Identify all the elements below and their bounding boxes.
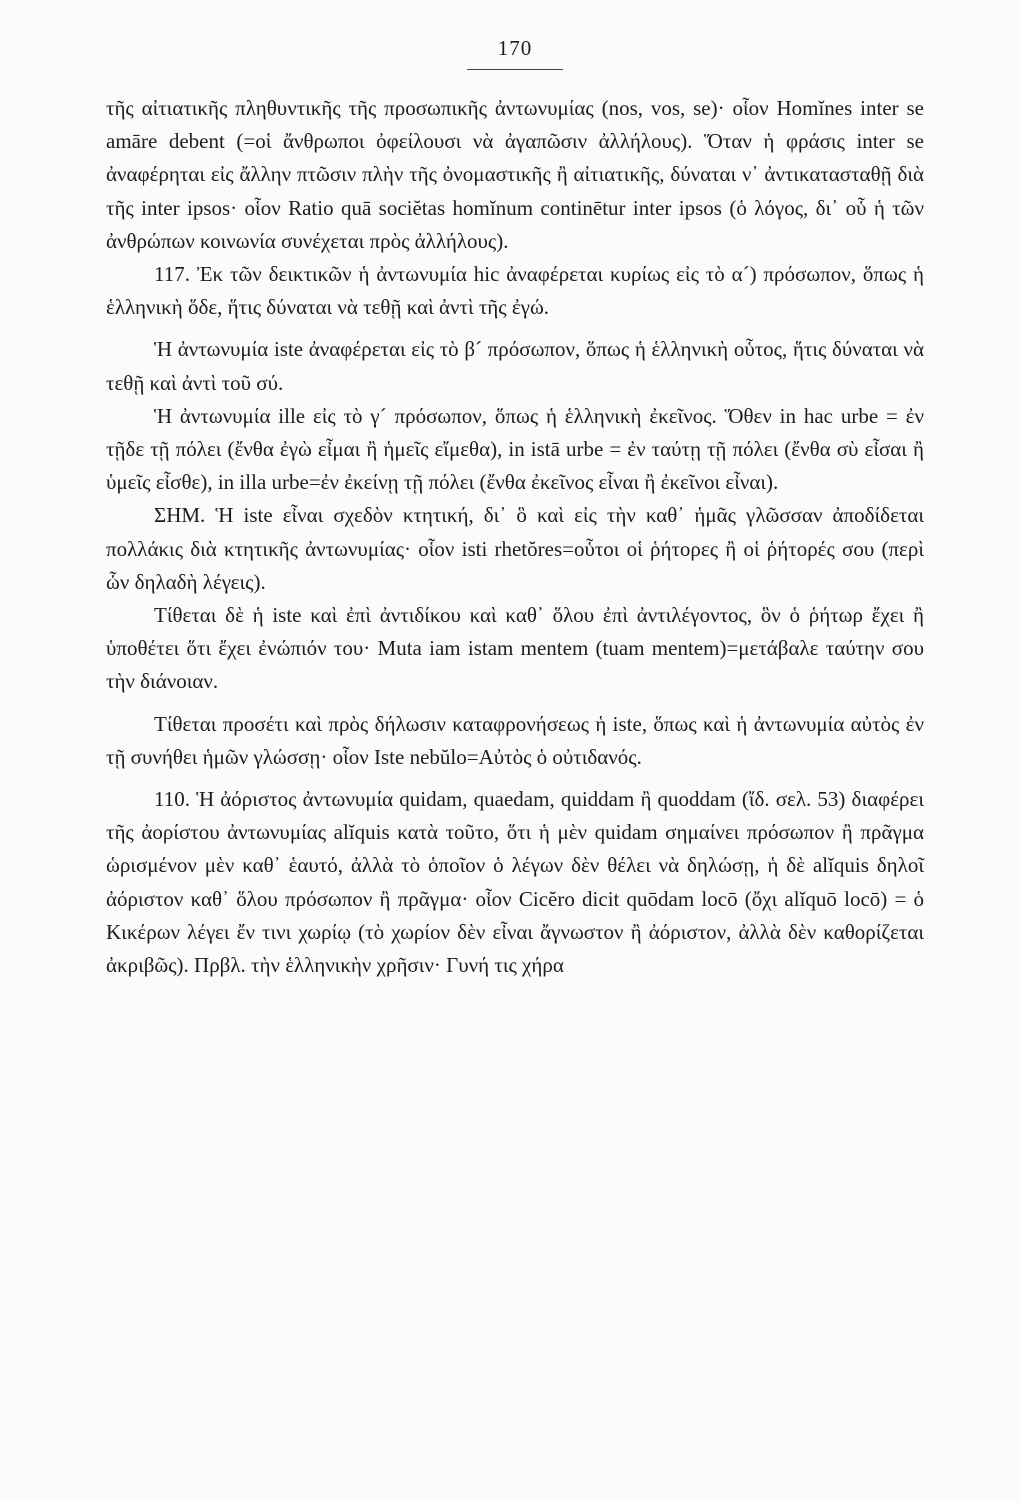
paragraph-iste-contempt: Τίθεται προσέτι καὶ πρὸς δήλωσιν καταφρονήσεως ἡ iste, ὅπως καὶ ἡ ἀντωνυμία αὐτὸς ἐν τῇ συνήθει ἡμῶν γλώσσῃ· οἷον Iste nebŭlo=Αὐτὸς ὁ οὐτιδανός. xyxy=(106,711,924,769)
paragraph-ille: Ἡ ἀντωνυμία ille εἰς τὸ γ´ πρόσωπον, ὅπως ἡ ἑλληνικὴ ἐκεῖνος. Ὅθεν in hac urbe = ἐν τῇδε τῇ πόλει (ἔνθα ἐγὼ εἶμαι ἢ ἡμεῖς εἴμεθα), in istā urbe = ἐν ταύτῃ τῇ πόλει (ἔνθα σὺ εἶσαι ἢ ὑμεῖς εἶσθε), in illa urbe=ἐν ἐκείνῃ τῇ πόλει (ἔνθα ἐκεῖνος εἶναι ἢ ἐκεῖνοι εἶναι). xyxy=(106,403,924,495)
page-number: 170 xyxy=(497,36,533,60)
body-text xyxy=(106,92,924,982)
paragraph-117-hic: 117. Ἐκ τῶν δεικτικῶν ἡ ἀντωνυμία hic ἀναφέρεται κυρίως εἰς τὸ α´) πρόσωπον, ὅπως ἡ ἑλληνικὴ ὅδε, ἥτις δύναται νὰ τεθῇ καὶ ἀντὶ τῆς ἐγώ. xyxy=(106,262,924,320)
paragraph-110-quidam: 110. Ἡ ἀόριστος ἀντωνυμία quidam, quaedam, quiddam ἢ quoddam (ἴδ. σελ. 53) διαφέρει τῆς ἀορίστου ἀντωνυμίας alĭquis κατὰ τοῦτο, ὅτι ἡ μὲν quidam σημαίνει πρόσωπον ἢ πρᾶγμα ὡρισμένον μὲν καθ᾽ ἑαυτό, ἀλλὰ τὸ ὁποῖον ὁ λέγων δὲν θέλει νὰ δηλώσῃ, ἡ δὲ alĭquis δηλοῖ ἀόριστον καθ᾽ ὅλου πρόσωπον ἢ πρᾶγμα· οἷον Cicĕro dicit quōdam locō (ὄχι alĭquō locō) = ὁ Κικέρων λέγει ἔν τινι χωρίῳ (τὸ χωρίον δὲν εἶναι ἄγνωστον ἢ ἀόριστον, ἀλλὰ δὲν καθορίζεται ἀκριβῶς). Πρβλ. τὴν ἑλληνικὴν χρῆσιν· Γυνή τις χήρα xyxy=(106,787,924,978)
header-rule xyxy=(467,69,563,70)
paragraph-iste: Ἡ ἀντωνυμία iste ἀναφέρεται εἰς τὸ β´ πρόσωπον, ὅπως ἡ ἑλληνικὴ οὗτος, ἥτις δύναται νὰ τεθῇ καὶ ἀντὶ τοῦ σύ. xyxy=(106,337,924,395)
paragraph-note: ΣΗΜ. Ἡ iste εἶναι σχεδὸν κτητική, δι᾽ ὃ καὶ εἰς τὴν καθ᾽ ἡμᾶς γλῶσσαν ἀποδίδεται πολλάκις διὰ κτητικῆς ἀντωνυμίας· οἷον isti rhetŏres=οὗτοι οἱ ῥήτορες ἢ οἱ ῥήτορές σου (περὶ ὧν δηλαδὴ λέγεις). xyxy=(106,503,924,594)
paragraph-inter-se: τῆς αἰτιατικῆς πληθυντικῆς τῆς προσωπικῆς ἀντωνυμίας (nos, vos, se)· οἷον Homĭnes inter se amāre debent (=οἱ ἄνθρωποι ὀφείλουσι νὰ ἀγαπῶσιν ἀλλήλους). Ὅταν ἡ φράσις inter se ἀναφέρηται εἰς ἄλλην πτῶσιν πλὴν τῆς ὀνομαστικῆς ἢ αἰτιατικῆς, δύναται ν᾽ ἀντικατασταθῇ διὰ τῆς inter ipsos· οἷον Ratio quā sociĕtas homĭnum continētur inter ipsos (ὁ λόγος, δι᾽ οὗ ἡ τῶν ἀνθρώπων κοινωνία συνέχεται πρὸς ἀλλήλους). xyxy=(106,96,924,253)
paragraph-iste-adversary: Τίθεται δὲ ἡ iste καὶ ἐπὶ ἀντιδίκου καὶ καθ᾽ ὅλου ἐπὶ ἀντιλέγοντος, ὃν ὁ ῥήτωρ ἔχει ἢ ὑποθέτει ὅτι ἔχει ἐνώπιόν του· Muta iam istam mentem (tuam mentem)=μετάβαλε ταύτην σου τὴν διάνοιαν. xyxy=(106,603,924,694)
